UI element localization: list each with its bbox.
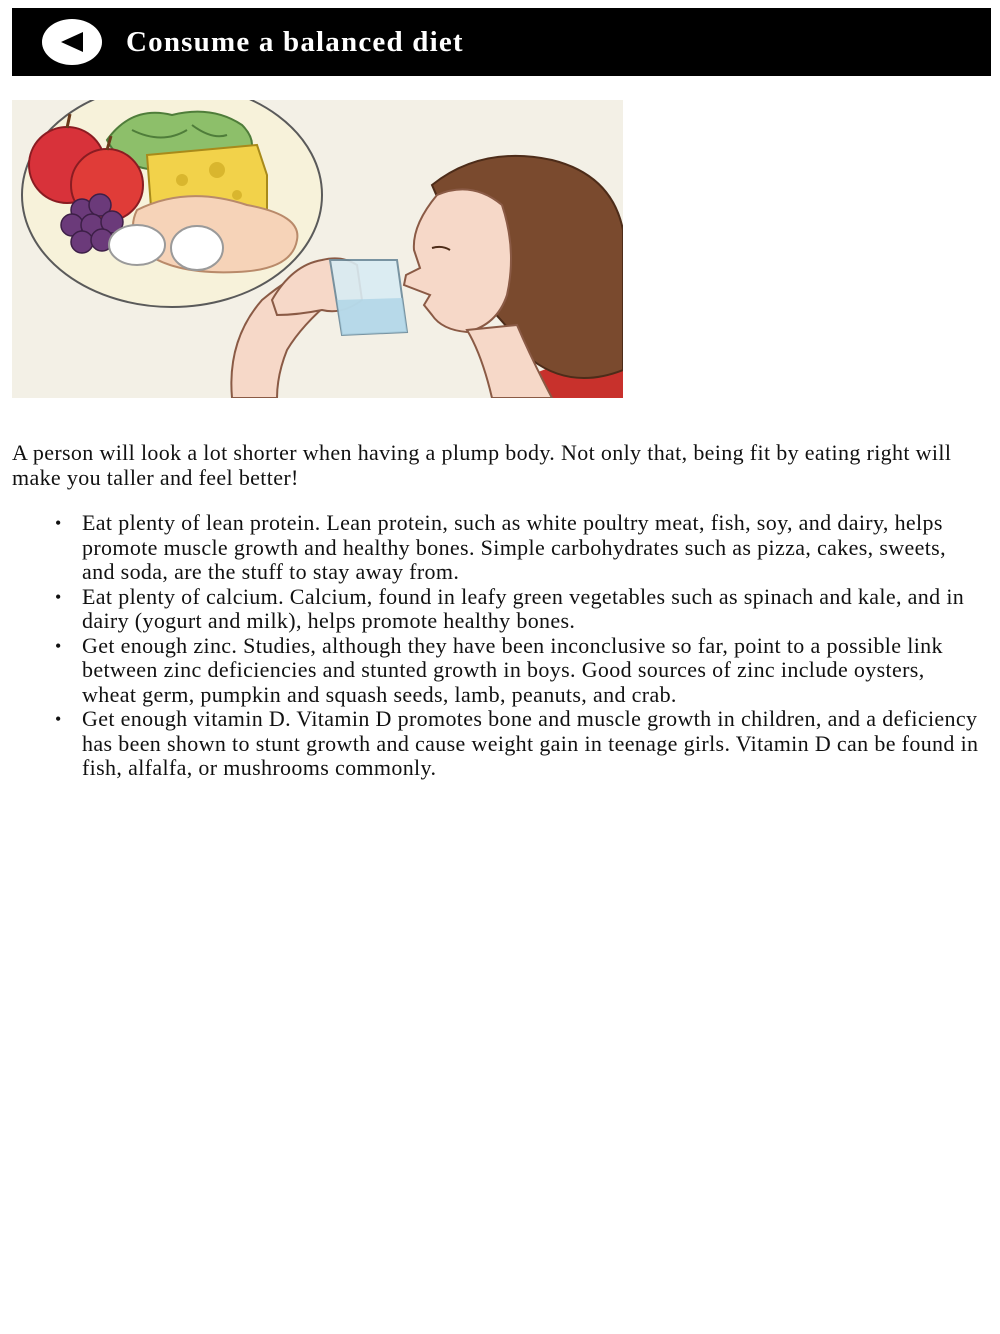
tip-text: Get enough vitamin D. Vitamin D promotes bone and muscle growth in children, and a deficiency has been shown to stunt growth and cause weight gain in teenage girls. Vitamin D can be found in fish, alfalfa, or mushrooms commonly. <box>82 706 979 780</box>
tips-list <box>12 511 984 781</box>
tip-text: Get enough zinc. Studies, although they have been inconclusive so far, point to a possible link between zinc deficiencies and stunted growth in boys. Good sources of zinc include oysters, wheat germ, pumpkin and squash seeds, lamb, peanuts, and crab. <box>82 632 943 707</box>
bullet: • <box>55 709 62 729</box>
list-item <box>55 706 984 781</box>
top-bar <box>12 8 991 76</box>
back-arrow-icon <box>59 31 85 53</box>
article-content <box>12 441 984 781</box>
list-item <box>55 583 984 634</box>
tip-text: Eat plenty of lean protein. Lean protein, such as white poultry meat, fish, soy, and dairy, helps promote muscle growth and healthy bones. Simple carbohydrates such as pizza, cakes, sweets, and soda, are the stuff to stay away from. <box>82 510 946 584</box>
page-title: Consume a balanced diet <box>126 25 464 58</box>
diet-illustration <box>12 100 623 398</box>
bullet: • <box>55 586 62 607</box>
bullet: • <box>55 513 62 533</box>
bullet: • <box>55 635 62 656</box>
list-item <box>55 632 984 708</box>
tip-text: Eat plenty of calcium. Calcium, found in leafy green vegetables such as spinach and kale, and in dairy (yogurt and milk), helps promote healthy bones. <box>82 583 965 633</box>
woman-drinking-water-image <box>12 100 623 398</box>
back-button[interactable] <box>42 19 102 65</box>
intro-paragraph: A person will look a lot shorter when having a plump body. Not only that, being fit by eating right will make you taller and feel better! <box>12 440 952 490</box>
list-item <box>55 510 984 585</box>
